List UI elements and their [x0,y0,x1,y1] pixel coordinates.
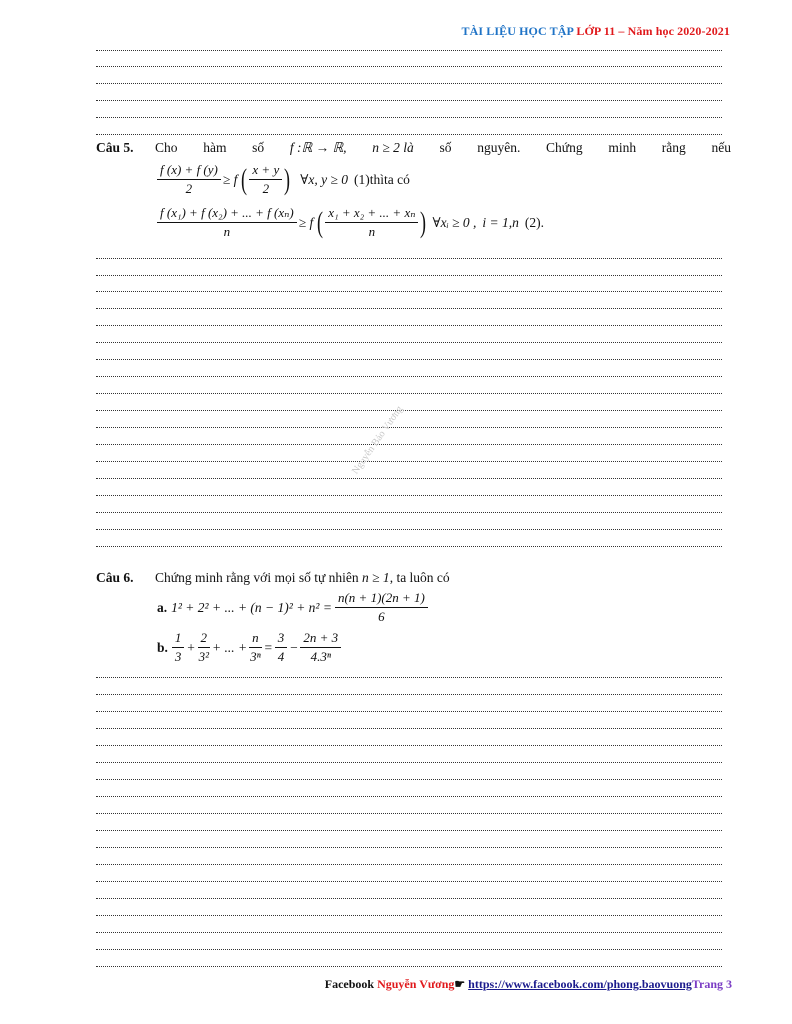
answer-line [96,762,722,763]
answer-line [96,966,722,967]
footer-label: Facebook [324,977,375,991]
q5-word: rằng [661,140,686,155]
answer-line [96,410,722,411]
header-grade: LỚP 11 – [576,24,625,38]
facebook-link[interactable]: https://www.facebook.com/phong.baovuong [468,977,692,991]
answer-line [96,393,722,394]
q6-a-fraction: $\frac{n(n + 1)(2n + 1)}{6}$ [335,590,428,625]
q6-b-term-3: $\frac{n}{\text{3ⁿ}}$ [250,630,261,664]
answer-line [96,949,722,950]
q6-b-result-1: $\frac{3}{4}$ [275,630,288,665]
question-6-intro: Chứng minh rằng với mọi số tự nhiên n ≥ 1, ta luôn có [155,570,450,585]
q6-b-term-1: $\frac{1}{3}$ [172,630,185,665]
answer-line [96,100,722,101]
q6-a-lhs: 1² + 2² + ... + (n − 1)² + n² = [171,599,332,615]
answer-line [96,546,722,547]
q5-function: f :ℝ → ℝ, [289,140,347,155]
answer-line [96,529,722,530]
answer-line [96,711,722,712]
answer-line [96,444,722,445]
answer-line [96,461,722,462]
q6-b-result-2: $\frac{2n + 3}{\text{4.3ⁿ}}$ [300,630,341,665]
footer-author: Nguyễn Vương [377,977,455,991]
answer-line [96,308,722,309]
question-5-label: Câu 5. [96,140,134,155]
q5-fraction-2: $\frac{\text{f (x₁) + f (x₂) + ... + f (xₙ)}}{n}$ [157,205,297,240]
q5-inner-fraction-2: $\frac{\text{x₁ + x₂ + ... + xₙ}}{n}$ [325,205,418,240]
q6-b-label: b. [157,639,168,655]
answer-line [96,478,722,479]
document-footer [325,977,732,992]
answer-line [96,694,722,695]
q6-b-term-2: $\frac{2}{\text{3²}}$ [198,630,209,664]
answer-line [96,376,722,377]
answer-line [96,495,722,496]
q5-word: minh [608,140,637,155]
document-header [462,24,730,39]
header-year: Năm học 2020-2021 [627,24,730,38]
q5-word: Chứng [546,140,583,155]
answer-line [96,745,722,746]
answer-line [96,796,722,797]
answer-line [96,325,722,326]
answer-line [96,898,722,899]
pointing-hand-icon: ☛ [454,977,466,991]
q5-formula-1: $\frac{f (x) + f (y)}{2}$ ≥ f ( $\frac{x + y}{2}$ ) ∀x, y ≥ 0 (1)thìta có [157,162,410,197]
answer-line [96,427,722,428]
q6-condition: n ≥ 1 [362,570,390,585]
q5-word: nguyên. [477,140,521,155]
answer-line [96,813,722,814]
q5-word: hàm [203,140,227,155]
answer-line [96,932,722,933]
header-title: TÀI LIỆU HỌC TẬP [461,24,574,38]
answer-line [96,258,722,259]
q5-inner-fraction-1: $\frac{x + y}{2}$ [249,162,282,197]
answer-line [96,275,722,276]
answer-line [96,50,722,51]
answer-line [96,291,722,292]
answer-line [96,117,722,118]
answer-line [96,728,722,729]
q5-n-condition: n ≥ 2 là [372,140,414,155]
q5-word: số [439,140,452,155]
answer-line [96,342,722,343]
q6-a-label: a. [157,599,168,615]
answer-line [96,779,722,780]
q6-part-a [157,590,428,625]
question-6-label: Câu 6. [96,570,134,585]
answer-line [96,915,722,916]
answer-line [96,830,722,831]
answer-line [96,66,722,67]
watermark: Nguyễn Bảo Vương [350,404,406,477]
answer-line [96,512,722,513]
q5-formula-2: $\frac{\text{f (x₁) + f (x₂) + ... + f (xₙ)}}{n}$ ≥ f ( $\frac{\text{x₁ + x₂ + ... + xₙ}}{n}$ ) ∀xᵢ ≥ 0 , i = 1,n (2). [157,205,544,240]
answer-line [96,83,722,84]
q6-part-b: b. $\frac{1}{3}$ + $\frac{2}{\text{3²}}$ + ... + $\frac{n}{\text{3ⁿ}}$ = $\frac{3}{4}$ − $\frac{2n + 3}{\text{4.3ⁿ}}$ [157,630,341,665]
answer-line [96,359,722,360]
answer-line [96,134,722,135]
answer-line [96,864,722,865]
q5-word: nếu [711,140,731,155]
q5-word: Cho [155,140,178,155]
question-5-intro [155,140,731,156]
q5-fraction-1: $\frac{f (x) + f (y)}{2}$ [157,162,221,197]
answer-line [96,881,722,882]
answer-line [96,847,722,848]
answer-line [96,677,722,678]
q5-word: số [252,140,265,155]
page-number: Trang 3 [691,977,732,991]
